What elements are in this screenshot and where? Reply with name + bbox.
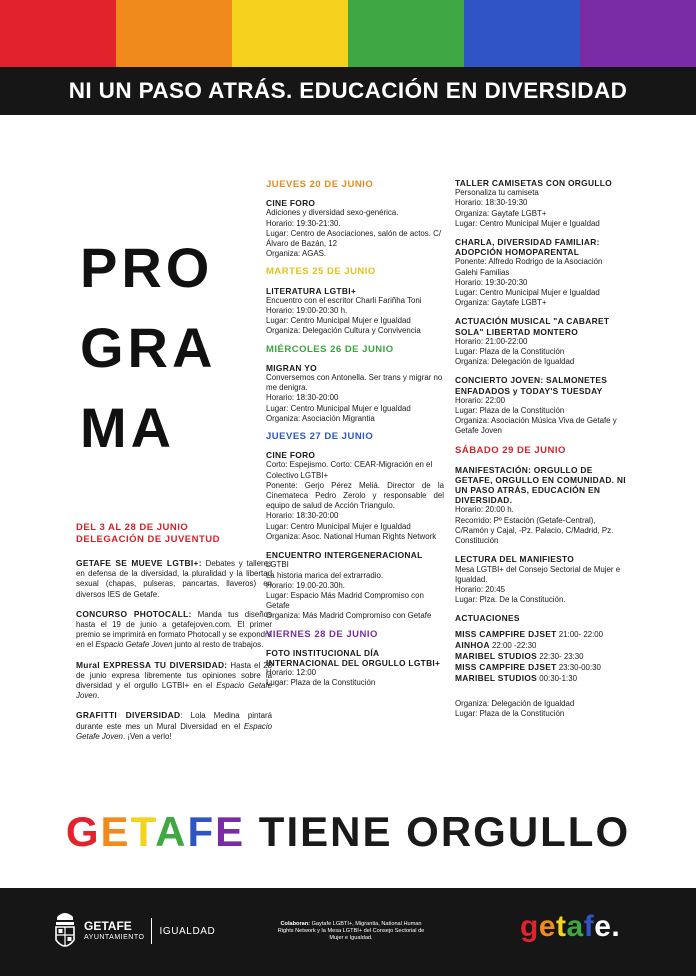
item-tail: . bbox=[97, 691, 100, 701]
event bbox=[266, 550, 444, 621]
event-line: Horario: 19:30-20:30 bbox=[455, 277, 528, 287]
footer-brand-logo: getafe. bbox=[520, 910, 621, 943]
day-heading: VIERNES 28 DE JUNIO bbox=[266, 628, 378, 640]
performer: MISS CAMPFIRE DJSET bbox=[455, 628, 557, 639]
event-line: Horario: 22:00 bbox=[455, 395, 506, 405]
event-line: Mesa LGTBI+ del Consejo Sectorial de Mujer e Igualdad. bbox=[455, 564, 621, 584]
event-line: Lugar: Plaza de la Constitución bbox=[455, 406, 565, 416]
program-line: GRA bbox=[80, 316, 217, 379]
event bbox=[266, 286, 444, 337]
performance-item bbox=[455, 640, 627, 651]
footer-divider bbox=[151, 918, 152, 944]
event bbox=[455, 375, 627, 436]
event-title: MANIFESTACIÓN: ORGULLO DE GETAFE, ORGULLO EN COMUNIDAD. NI UN PASO ATRÁS, EDUCACIÓN EN DIVERSIDAD. bbox=[455, 464, 626, 506]
event-line: Organiza: Delegación de Igualdad bbox=[455, 698, 575, 708]
stripe-yellow bbox=[232, 0, 348, 67]
performance-time: 22:00 -22:30 bbox=[489, 640, 537, 650]
event bbox=[266, 198, 444, 259]
performer: MARIBEL STUDIOS bbox=[455, 650, 538, 661]
performance-time: 00:30-1:30 bbox=[537, 674, 577, 684]
collab-label: Colaboran: bbox=[280, 921, 311, 927]
coat-of-arms-icon bbox=[52, 908, 78, 954]
event-title: CONCIERTO JOVEN: SALMONETES ENFADADOS y TODAY'S TUESDAY bbox=[455, 375, 608, 396]
col1-heading-dept: DELEGACIÓN DE JUVENTUD bbox=[76, 534, 221, 545]
performance-time: 22:30- 23:30 bbox=[537, 651, 584, 661]
event-line: Adiciones y diversidad sexo-genérica. bbox=[266, 208, 399, 218]
program-line: PRO bbox=[80, 236, 214, 299]
day-heading: JUEVES 20 DE JUNIO bbox=[266, 179, 374, 190]
stripe-purple bbox=[580, 0, 696, 67]
item-text: Hasta el 28 de junio expresa libremente tus opiniones sobre la diversidad y el orgullo LGTBI+ en el bbox=[76, 660, 272, 691]
event-line: Conversemos con Antonella. Ser trans y migrar no me denigra. bbox=[266, 373, 443, 393]
col1-heading bbox=[76, 522, 272, 546]
column-middle bbox=[266, 180, 444, 697]
event-line: Horario: 12:00 bbox=[266, 668, 317, 678]
item-place: Espacio Getafe Joven bbox=[76, 681, 272, 701]
event-line: Lugar: Plza. De la Constitución. bbox=[455, 595, 566, 605]
event-line: LGTBI bbox=[266, 560, 289, 570]
footer-logo bbox=[52, 908, 215, 954]
event-line: Ponente: Gerjo Pérez Meliá. Director de la Cinemateca Pedro Zerolo y responsable del equipo de salud de Acción Triangulo. bbox=[266, 480, 444, 511]
performer: MARIBEL STUDIOS bbox=[455, 673, 538, 684]
event-title: ENCUENTRO INTERGENERACIONAL bbox=[266, 550, 423, 561]
footer-department: IGUALDAD bbox=[159, 925, 216, 937]
event-line: Organiza: Gaytafe LGBT+ bbox=[455, 298, 547, 308]
header-title: NI UN PASO ATRÁS. EDUCACIÓN EN DIVERSIDAD bbox=[0, 67, 696, 115]
event-line: Horario: 19:30-21:30. bbox=[266, 218, 341, 228]
event-line: Personaliza tu camiseta bbox=[455, 188, 539, 198]
slogan bbox=[0, 808, 696, 856]
performances bbox=[455, 613, 627, 684]
item-title: CONCURSO PHOTOCALL: bbox=[76, 608, 192, 619]
event-line: Lugar: Centro Municipal Mujer e Igualdad bbox=[455, 218, 600, 228]
col1-item bbox=[76, 609, 272, 651]
performer: AINHOA bbox=[455, 639, 490, 650]
item-text: : Lola Medina pintará durante este mes un Mural Diversidad en el bbox=[76, 711, 272, 731]
item-text: Debates y talleres en defensa de la diversidad, la pluralidad y la libertad sexual (chapas, pulseras, pancartas, llaveros) en diversos IES de Getafe. bbox=[76, 559, 272, 599]
item-title: GRAFITTI DIVERSIDAD bbox=[76, 710, 181, 721]
event-line: Organiza: Más Madrid Compromiso con Getafe bbox=[266, 611, 432, 621]
collab-text: Gaytafe LGBTI+, Migrantia, National Human Rights Network y la Mesa LGTBI+ del Consejo Sectorial de Mujer e Igualdad. bbox=[277, 921, 425, 941]
event-line: Recorrido: Pº Estación (Getafe-Central), C/Ramón y Cajal, -Pz. Palacio, C/Madrid, Pz. Constitución bbox=[455, 515, 614, 546]
event bbox=[455, 465, 627, 547]
program-title bbox=[80, 228, 216, 468]
rainbow-stripe bbox=[0, 0, 696, 67]
day-heading: MARTES 25 DE JUNIO bbox=[266, 266, 376, 278]
event-line: Organiza: Asoc. National Human Rights Network bbox=[266, 531, 437, 541]
event-line: Organiza: Asociación Migrantia bbox=[266, 413, 375, 423]
performance-item bbox=[455, 673, 627, 684]
event-title: TALLER CAMISETAS CON ORGULLO bbox=[455, 178, 612, 188]
event-line: Lugar: Centro Municipal Mujer e Igualdad bbox=[266, 521, 411, 531]
event-title: ACTUACIÓN MUSICAL "A CABARET SOLA" LIBERTAD MONTERO bbox=[455, 316, 610, 337]
column-right bbox=[455, 178, 627, 719]
item-tail: junto al resto de trabajos. bbox=[172, 640, 264, 650]
event-title: LITERATURA LGTBI+ bbox=[266, 285, 357, 296]
event bbox=[455, 554, 627, 605]
stripe-green bbox=[348, 0, 464, 67]
day-heading: SÁBADO 29 DE JUNIO bbox=[455, 444, 566, 456]
event-title: CHARLA, DIVERSIDAD FAMILIAR: ADOPCIÓN HOMOPARENTAL bbox=[455, 237, 600, 258]
event-line: Lugar: Plaza de la Constitución bbox=[455, 347, 565, 357]
event-line: Horario: 20:45 bbox=[455, 584, 506, 594]
performance-item bbox=[455, 629, 627, 640]
item-title: Mural EXPRESSA TU DIVERSIDAD: bbox=[76, 659, 228, 670]
event-line: Corto: Espejismo. Corto: CEAR-Migración en el Colectivo LGTBI+ bbox=[266, 460, 433, 480]
col1-item bbox=[76, 660, 272, 702]
event bbox=[266, 363, 444, 424]
item-text: Manda tus diseños hasta el 19 de junio a getafejoven.com. El primer premio se imprimirá en formato Photocall y se expondrá en el bbox=[76, 609, 272, 650]
event-line: Lugar: Plaza de la Constitución bbox=[455, 708, 565, 718]
event bbox=[455, 316, 627, 367]
col1-item bbox=[76, 558, 272, 600]
footer bbox=[0, 888, 696, 976]
event-line: Horario: 18:30-20:00 bbox=[266, 511, 339, 521]
performance-item bbox=[455, 651, 627, 662]
column-left bbox=[76, 522, 272, 751]
event-line: Lugar: Centro Municipal Mujer e Igualdad bbox=[266, 403, 411, 413]
stripe-red bbox=[0, 0, 116, 67]
day-heading: JUEVES 27 DE JUNIO bbox=[266, 431, 374, 443]
performer: MISS CAMPFIRE DJSET bbox=[455, 662, 557, 673]
col1-heading-dates: DEL 3 AL 28 DE JUNIO bbox=[76, 522, 189, 533]
slogan-getafe: GETAFE bbox=[65, 808, 246, 855]
day-heading: MIÉRCOLES 26 DE JUNIO bbox=[266, 343, 394, 355]
event bbox=[266, 450, 444, 542]
footer-collaborators bbox=[276, 921, 426, 942]
event-line: Organiza: Gaytafe LGBT+ bbox=[455, 208, 547, 218]
event-line: Organiza: AGAS. bbox=[266, 249, 327, 259]
footer-ayuntamiento: AYUNTAMIENTO bbox=[84, 934, 145, 941]
event-line: Horario: 18:30-19:30 bbox=[455, 198, 528, 208]
col1-item bbox=[76, 710, 272, 742]
event-line: Organiza: Asociación Música Viva de Getafe y Getafe Joven bbox=[455, 416, 617, 436]
event-line: Horario: 21:00-22:00 bbox=[455, 336, 528, 346]
performances-info bbox=[455, 699, 627, 719]
item-tail: . ¡Ven a verlo! bbox=[122, 731, 172, 741]
stripe-orange bbox=[116, 0, 232, 67]
item-place: Espacio Getafe Joven bbox=[95, 640, 173, 650]
event-title: LECTURA DEL MANIFIESTO bbox=[455, 554, 575, 565]
event-line: Encuentro con el escritor Charli Fariñha Toni bbox=[266, 295, 422, 305]
event-line: Lugar: Plaza de la Constitución bbox=[266, 678, 376, 688]
event-line: Lugar: Centro Municipal Mujer e Igualdad bbox=[455, 288, 600, 298]
event-line: Horario: 19.00-20.30h. bbox=[266, 580, 345, 590]
item-title: GETAFE SE MUEVE LGTBI+: bbox=[76, 558, 202, 568]
event-line: Horario: 19:00-20:30 h. bbox=[266, 306, 348, 316]
slogan-rest: TIENE ORGULLO bbox=[245, 808, 631, 855]
event-line: Organiza: Delegación Cultura y Convivencia bbox=[266, 326, 421, 336]
event bbox=[266, 648, 444, 689]
footer-city: GETAFE bbox=[84, 919, 132, 933]
event-line: Horario: 20:00 h. bbox=[455, 505, 514, 515]
item-place: Espacio Getafe Joven bbox=[76, 721, 272, 741]
event-title: CINE FORO bbox=[266, 450, 316, 461]
event-line: Lugar: Centro Municipal Mujer e Igualdad bbox=[266, 316, 411, 326]
event-line: Lugar: Espacio Más Madrid Compromiso con Getafe bbox=[266, 590, 424, 611]
performance-time: 21:00- 22:00 bbox=[556, 629, 604, 639]
event-title: CINE FORO bbox=[266, 198, 316, 209]
program-line: MA bbox=[80, 396, 176, 459]
event-line: Organiza: Delegación de Igualdad bbox=[455, 357, 575, 367]
event-line: Lugar: Centro de Asociaciones, salón de actos. C/ Álvaro de Bazán, 12 bbox=[266, 228, 442, 249]
performances-title: ACTUACIONES bbox=[455, 613, 520, 624]
performance-item bbox=[455, 662, 627, 673]
performance-time: 23:30-00:30 bbox=[556, 663, 601, 673]
footer-city-block bbox=[84, 918, 215, 944]
stripe-blue bbox=[464, 0, 580, 67]
event bbox=[455, 178, 627, 229]
event-line: La historia marica del extrarradio. bbox=[266, 570, 384, 580]
event-line: Ponente: Alfredo Rodrigo de la Asociación Galehi Familias bbox=[455, 257, 603, 277]
event-title: MIGRAN YO bbox=[266, 362, 317, 373]
event bbox=[455, 237, 627, 308]
event-title: FOTO INSTITUCIONAL DÍA INTERNACIONAL DEL ORGULLO LGTBI+ bbox=[266, 647, 441, 668]
event-line: Horario: 18:30-20:00 bbox=[266, 393, 339, 403]
